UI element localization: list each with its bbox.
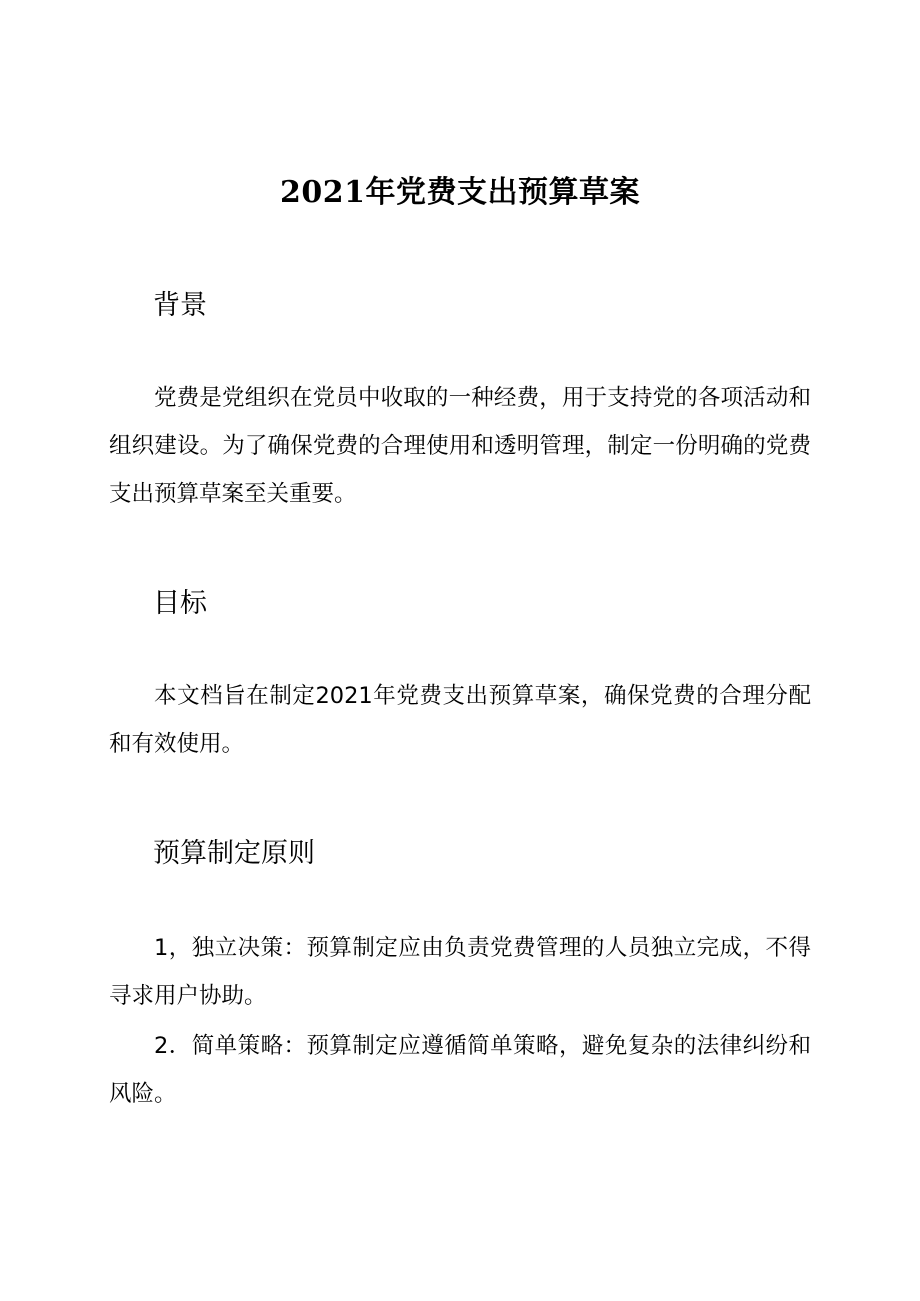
background-paragraph: 党费是党组织在党员中收取的一种经费，用于支持党的各项活动和组织建设。为了确保党费的合理使用和透明管理，制定一份明确的党费支出预算草案至关重要。 <box>109 385 811 507</box>
goal-paragraph: 本文档旨在制定2021年党费支出预算草案，确保党费的合理分配和有效使用。 <box>109 683 811 757</box>
section-heading-principles: 预算制定原则 <box>153 838 315 869</box>
section-heading-background: 背景 <box>153 290 207 321</box>
document-title: 2021年党费支出预算草案 <box>280 175 640 210</box>
section-heading-goal: 目标 <box>153 588 207 619</box>
principle-item-simple-strategy: 2．简单策略：预算制定应遵循简单策略，避免复杂的法律纠纷和风险。 <box>109 1033 811 1107</box>
principle-item-independent-decision: 1，独立决策：预算制定应由负责党费管理的人员独立完成，不得寻求用户协助。 <box>109 935 811 1009</box>
